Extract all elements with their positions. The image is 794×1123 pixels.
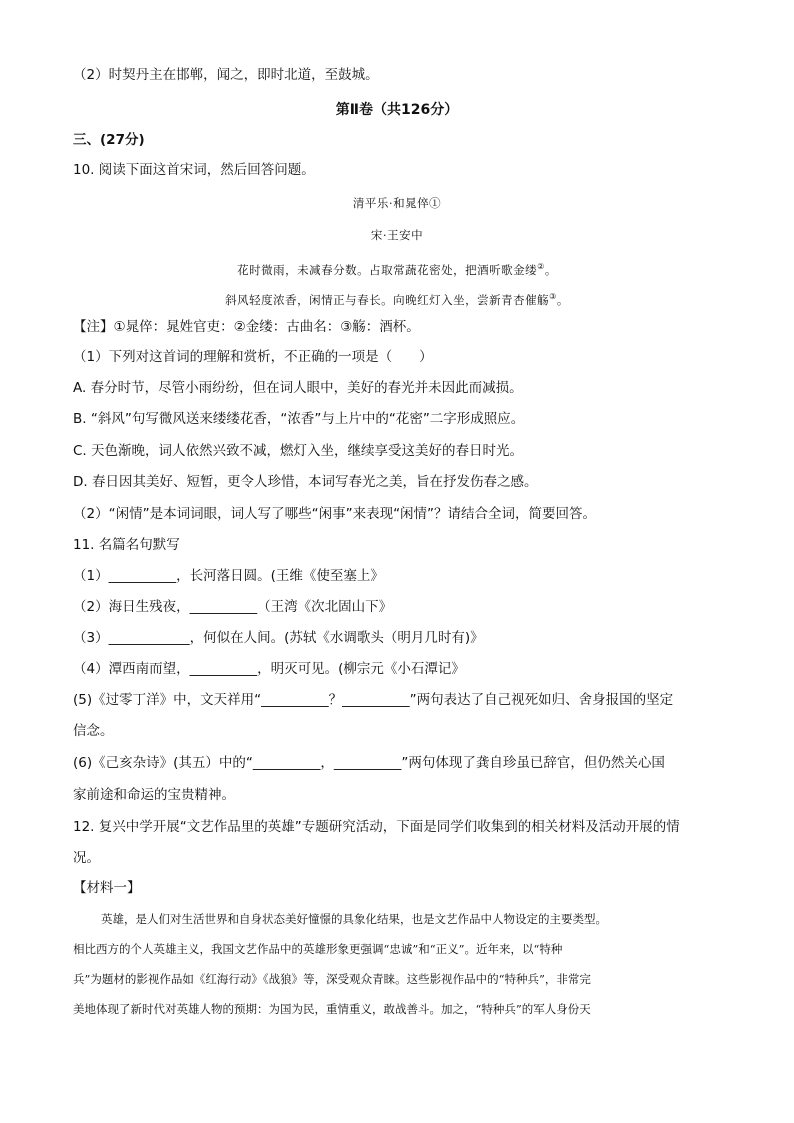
q11-item: （2）海日生残夜，__________（王湾《次北固山下》 (73, 599, 393, 615)
poem-line-2 (0, 288, 794, 309)
poem-line-1 (0, 258, 794, 279)
q12-prompt-line1: 12. 复兴中学开展“文艺作品里的英雄”专题研究活动，下面是同学们收集到的相关材料及活动开展的情 (73, 819, 680, 835)
q11-item: 信念。 (73, 723, 114, 739)
q11-item: （3）____________，何似在人间。(苏轼《水调歌头（明月几时有)》 (73, 630, 484, 646)
q11-item: (6)《己亥杂诗》(其五）中的“__________，__________”两句体现了龚自珍虽已辞官，但仍然关心国 (73, 755, 665, 771)
material1-line: 相比西方的个人英雄主义，我国文艺作品中的英雄形象更强调“忠诚”和“正义”。近年来，以“特种 (73, 942, 563, 956)
q10-option-b: B. “斜风”句写微风送来缕缕花香，“浓香”与上片中的“花密”二字形成照应。 (73, 411, 525, 427)
material1-line: 美地体现了新时代对英雄人物的预期：为国为民，重情重义，敢战善斗。加之，“特种兵”的军人身份天 (73, 1002, 591, 1016)
poem-author: 宋·王安中 (370, 228, 424, 242)
q11-prompt: 11. 名篇名句默写 (73, 537, 180, 553)
q11-item: （1）__________，长河落日圆。(王维《使至塞上》 (73, 568, 384, 584)
material1-line: 英雄，是人们对生活世界和自身状态美好憧憬的具象化结果，也是文艺作品中人物设定的主要类型。 (101, 912, 607, 926)
section-title: 第Ⅱ卷（共126分） (335, 102, 459, 118)
poem-line-1-note: ② (537, 262, 545, 271)
q11-item: （4）潭西南而望，__________，明灭可见。(柳宗元《小石潭记》 (73, 661, 465, 677)
q10-sub2: （2）“闲情”是本词词眼，词人写了哪些“闲事”来表现“闲情”？请结合全词，简要回答。 (73, 506, 597, 522)
poem-line-2-end: 。 (556, 292, 569, 307)
q10-option-a: A. 春分时节，尽管小雨纷纷，但在词人眼中，美好的春光并未因此而减损。 (73, 380, 523, 396)
q10-option-c: C. 天色渐晚，词人依然兴致不减，燃灯入坐，继续享受这美好的春日时光。 (73, 443, 524, 459)
q10-notes: 【注】①晁倅：晁姓官吏：②金缕：古曲名：③觞：酒杯。 (73, 319, 420, 335)
material1-line: 兵”为题材的影视作品如《红海行动》《战狼》等，深受观众青睐。这些影视作品中的“特种兵”，非常完 (73, 972, 591, 986)
material1-heading: 【材料一】 (73, 880, 141, 896)
poem-title: 清平乐·和晁倅① (352, 196, 442, 210)
q10-prompt: 10. 阅读下面这首宋词，然后回答问题。 (73, 162, 315, 178)
q9-part2-text: （2）时契丹主在邯郸，闻之，即时北道，至鼓城。 (73, 67, 379, 83)
poem-line-2-text: 斜风轻度浓香，闲情正与春长。向晚红灯入坐，尝新青杏催觞 (225, 292, 550, 307)
part3-heading: 三、(27分) (73, 132, 145, 148)
q12-prompt-line2: 况。 (73, 850, 100, 866)
poem-line-2-note: ③ (549, 292, 557, 301)
q11-item: (5)《过零丁洋》中，文天祥用“__________？__________”两句表达了自己视死如归、舍身报国的坚定 (73, 692, 674, 708)
q10-option-d: D. 春日因其美好、短暂，更令人珍惜，本词写春光之美，旨在抒发伤春之感。 (73, 474, 538, 490)
poem-line-1-end: 。 (544, 262, 557, 277)
poem-line-1-text: 花时微雨，未减春分数。占取常蔬花密处，把酒听歌金缕 (237, 262, 538, 277)
q11-item: 家前途和命运的宝贵精神。 (73, 787, 235, 803)
q10-sub1: （1）下列对这首词的理解和赏析，不正确的一项是（ ） (73, 349, 433, 365)
